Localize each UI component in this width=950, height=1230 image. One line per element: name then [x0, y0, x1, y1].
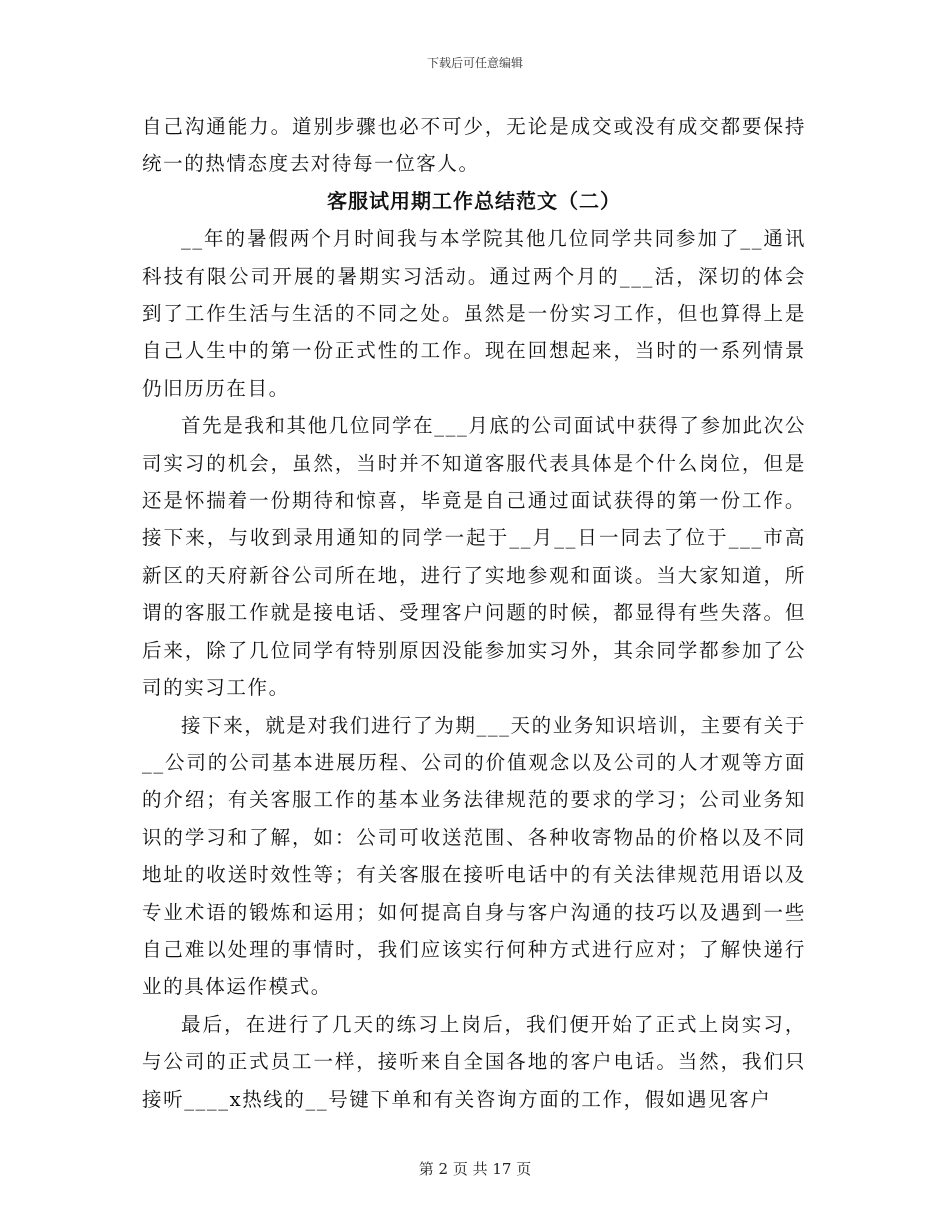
body-paragraph: 接下来，就是对我们进行了为期___天的业务知识培训，主要有关于__公司的公司基本进展历程、公司的价值观念以及公司的人才观等方面的介绍；有关客服工作的基本业务法律规范的要求的学习；公司业务知识的学习和了解，如：公司可收送范围、各种收寄物品的价格以及不同地址的收送时效性等；有关客服在接听电话中的有关法律规范用语以及专业术语的锻炼和运用；如何提高自身与客户沟通的技巧以及遇到一些自己难以处理的事情时，我们应该实行何种方式进行应对；了解快递行业的具体运作模式。	[142, 713, 806, 999]
page-number-footer: 第 2 页 共 17 页	[418, 1160, 532, 1178]
section-title: 客服试用期工作总结范文（二）	[327, 188, 621, 213]
document-body	[142, 108, 806, 1118]
body-paragraph: 最后，在进行了几天的练习上岗后，我们便开始了正式上岗实习，与公司的正式员工一样，接听来自全国各地的客户电话。当然，我们只接听____x热线的__号键下单和有关咨询方面的工作，假如遇见客户	[142, 1012, 806, 1111]
body-paragraph: __年的暑假两个月时间我与本学院其他几位同学共同参加了__通讯科技有限公司开展的暑期实习活动。通过两个月的___活，深切的体会到了工作生活与生活的不同之处。虽然是一份实习工作，但也算得上是自己人生中的第一份正式性的工作。现在回想起来，当时的一系列情景仍旧历历在目。	[142, 227, 806, 400]
page-header-note: 下载后可任意编辑	[426, 56, 523, 70]
body-paragraph: 首先是我和其他几位同学在___月底的公司面试中获得了参加此次公司实习的机会，虽然，当时并不知道客服代表具体是个什么岗位，但是还是怀揣着一份期待和惊喜，毕竟是自己通过面试获得的第一份工作。接下来，与收到录用通知的同学一起于__月__日一同去了位于___市高新区的天府新谷公司所在地，进行了实地参观和面谈。当大家知道，所谓的客服工作就是接电话、受理客户问题的时候，都显得有些失落。但后来，除了几位同学有特别原因没能参加实习外，其余同学都参加了公司的实习工作。	[142, 414, 806, 700]
continuation-paragraph: 自己沟通能力。道别步骤也必不可少，无论是成交或没有成交都要保持统一的热情态度去对待每一位客人。	[142, 115, 806, 176]
